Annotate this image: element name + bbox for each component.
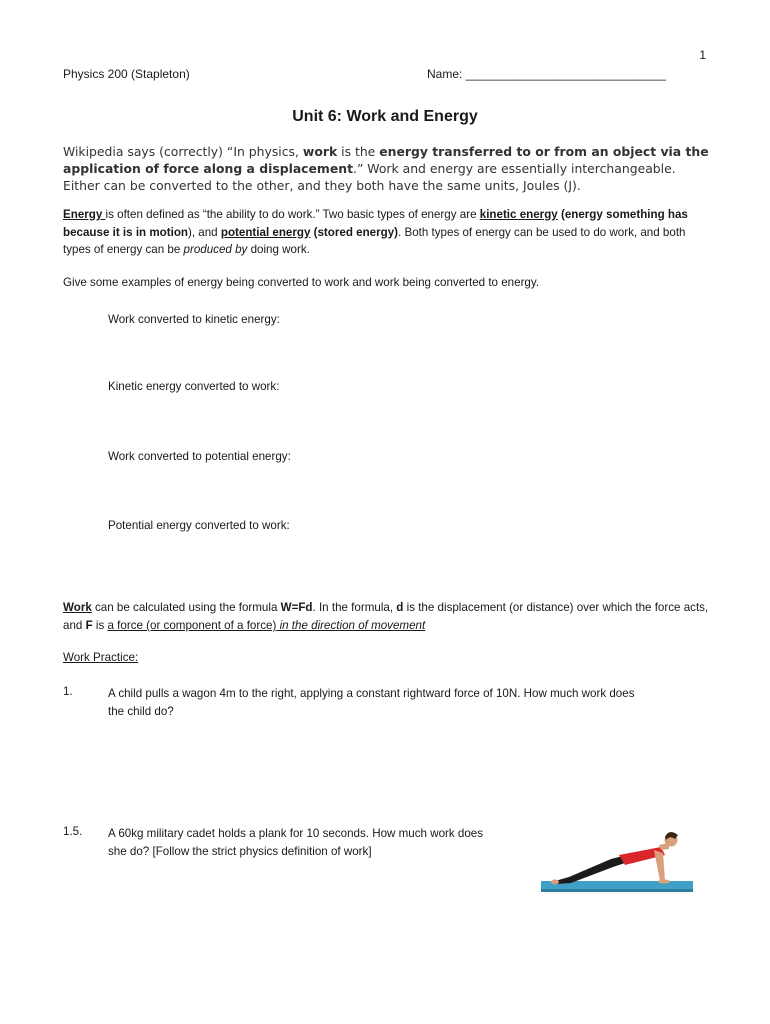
potential-energy-term: potential energy xyxy=(220,225,311,239)
question-line: she do? [Follow the strict physics definition of work] xyxy=(108,845,372,858)
energy-text-2: ), and xyxy=(187,225,221,239)
question-line: A 60kg military cadet holds a plank for 10 seconds. How much work does xyxy=(108,827,484,840)
prompt-work-to-potential: Work converted to potential energy: xyxy=(108,450,291,463)
work-definition xyxy=(63,599,713,635)
prompt-potential-to-work: Potential energy converted to work: xyxy=(108,519,290,532)
work-text-1: can be calculated using the formula xyxy=(91,601,281,614)
energy-text-3: . Both types of energy can be used to do work, and both types of energy can be xyxy=(63,225,686,256)
page-number: 1 xyxy=(699,48,706,62)
wiki-work-term: work xyxy=(302,144,338,159)
kinetic-energy-desc: (energy something has because it is in motion xyxy=(63,208,688,239)
prompt-kinetic-to-work: Kinetic energy converted to work: xyxy=(108,380,280,393)
wikipedia-quote xyxy=(63,143,713,194)
potential-energy-desc: (stored energy) xyxy=(310,225,399,239)
plank-photo xyxy=(541,823,693,898)
question-line: A child pulls a wagon 4m to the right, applying a constant rightward force of 10N. How much work does xyxy=(108,687,635,700)
work-formula: W=Fd xyxy=(280,601,313,614)
force-phrase: a force (or component of a force) xyxy=(107,619,277,632)
work-text-3: is the displacement (or distance) over which the force acts, and xyxy=(63,601,709,632)
wiki-text-3: .” Work and energy are essentially interchangeable. Either can be converted to the other, and they both have the same units, Joules (J). xyxy=(63,161,676,193)
work-text-2: . In the formula, xyxy=(312,601,397,614)
name-field: Name: ______________________________ xyxy=(427,67,666,81)
d-symbol: d xyxy=(396,601,404,614)
wiki-text-1: Wikipedia says (correctly) “In physics, xyxy=(63,144,303,159)
work-text-4: is xyxy=(92,619,108,632)
question-number: 1.5. xyxy=(63,825,83,838)
page-title: Unit 6: Work and Energy xyxy=(292,108,478,125)
work-term: Work xyxy=(63,601,92,614)
energy-text-4: doing work. xyxy=(247,243,310,256)
question-number: 1. xyxy=(63,685,73,698)
course-label: Physics 200 (Stapleton) xyxy=(63,67,190,81)
wiki-text-2: is the xyxy=(337,144,380,159)
yoga-mat-edge xyxy=(541,889,693,892)
energy-term: Energy xyxy=(63,208,106,221)
direction-phrase: in the direction of movement xyxy=(276,619,426,632)
energy-definition xyxy=(63,206,713,259)
f-symbol: F xyxy=(85,619,93,632)
wiki-bold-definition: energy transferred to or from an object via the application of force along a displacement xyxy=(63,144,709,176)
prompt-work-to-kinetic: Work converted to kinetic energy: xyxy=(108,313,280,326)
question-text xyxy=(108,825,483,861)
energy-text-1: is often defined as “the ability to do work.” Two basic types of energy are xyxy=(105,208,480,221)
examples-prompt: Give some examples of energy being converted to work and work being converted to energy. xyxy=(63,276,540,289)
question-text xyxy=(108,685,635,721)
kinetic-energy-term: kinetic energy xyxy=(479,208,558,221)
question-line: the child do? xyxy=(108,705,174,718)
produced-by-term: produced by xyxy=(183,243,248,256)
practice-heading: Work Practice: xyxy=(63,651,139,664)
